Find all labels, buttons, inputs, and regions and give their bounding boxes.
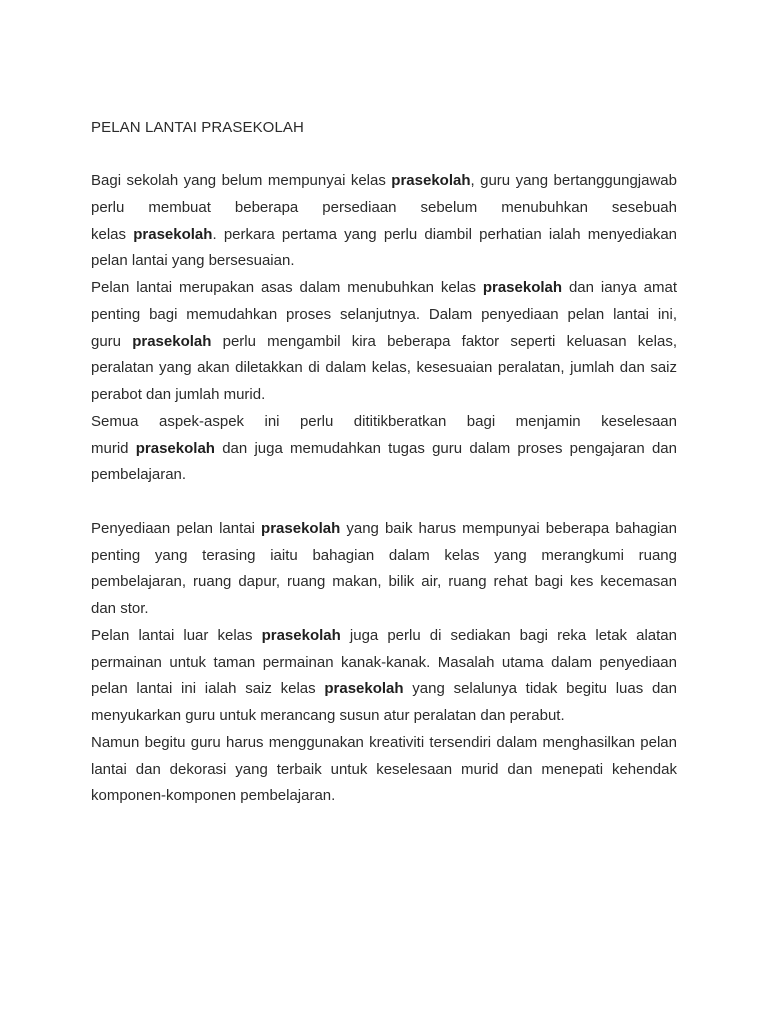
- paragraph: [91, 516, 677, 623]
- paragraph: [91, 275, 677, 409]
- text-segment: dan ianya amat: [562, 279, 677, 297]
- text-segment: , guru yang bertanggungjawab: [470, 172, 677, 190]
- text-segment: juga perlu di sediakan bagi reka letak alatan: [340, 626, 677, 644]
- text-line: [91, 222, 677, 249]
- text-segment: perlu membuat beberapa persediaan sebelum menubuhkan sesebuah: [91, 198, 677, 216]
- bold-term: prasekolah: [133, 225, 213, 243]
- bold-term: prasekolah: [324, 680, 404, 698]
- text-segment: Pelan lantai merupakan asas dalam menubuhkan kelas: [91, 279, 483, 297]
- document-title: PELAN LANTAI PRASEKOLAH: [91, 118, 304, 136]
- text-segment: Namun begitu guru harus menggunakan kreativiti tersendiri dalam menghasilkan pelan: [91, 733, 677, 751]
- text-segment: pelan lantai ini ialah saiz kelas: [91, 680, 325, 698]
- paragraph: [91, 168, 677, 275]
- text-segment: perlu mengambil kira beberapa faktor seperti keluasan kelas,: [211, 332, 677, 350]
- text-segment: menyukarkan guru untuk merancang susun atur peralatan dan perabut.: [91, 707, 565, 725]
- text-line: [91, 275, 677, 302]
- text-line: [91, 623, 677, 650]
- text-segment: murid: [91, 439, 136, 457]
- text-line: [91, 516, 677, 543]
- text-segment: penting yang terasing iaitu bahagian dalam kelas yang merangkumi ruang: [91, 546, 677, 564]
- text-line: [91, 569, 677, 596]
- text-segment: peralatan yang akan diletakkan di dalam kelas, kesesuaian peralatan, jumlah dan saiz: [91, 359, 677, 377]
- text-segment: permainan untuk taman permainan kanak-kanak. Masalah utama dalam penyediaan: [91, 653, 677, 671]
- bold-term: prasekolah: [135, 439, 215, 457]
- text-segment: pembelajaran, ruang dapur, ruang makan, bilik air, ruang rehat bagi kes kecemasan: [91, 573, 677, 591]
- text-segment: pembelajaran.: [91, 466, 187, 484]
- text-segment: pelan lantai yang bersesuaian.: [91, 252, 295, 270]
- text-segment: Pelan lantai luar kelas: [91, 626, 262, 644]
- paragraph: [91, 730, 677, 810]
- text-line: [91, 596, 677, 623]
- text-line: [91, 783, 677, 810]
- text-line: [91, 195, 677, 222]
- text-segment: kelas: [91, 225, 134, 243]
- text-line: [91, 703, 677, 730]
- paragraph: [91, 409, 677, 489]
- text-line: [91, 382, 677, 409]
- text-line: [91, 355, 677, 382]
- text-segment: lantai dan dekorasi yang terbaik untuk keselesaan murid dan menepati kehendak: [91, 760, 677, 778]
- text-line: [91, 757, 677, 784]
- text-line: [91, 248, 677, 275]
- paragraph: [91, 623, 677, 730]
- text-line: [91, 462, 677, 489]
- text-segment: Bagi sekolah yang belum mempunyai kelas: [91, 172, 392, 190]
- text-segment: Semua aspek-aspek ini perlu dititikberatkan bagi menjamin keselesaan: [91, 412, 677, 430]
- bold-term: prasekolah: [132, 332, 212, 350]
- text-segment: perabot dan jumlah murid.: [91, 386, 266, 404]
- bold-term: prasekolah: [261, 519, 341, 537]
- text-line: [91, 650, 677, 677]
- text-line: [91, 730, 677, 757]
- text-line: [91, 436, 677, 463]
- text-line: [91, 168, 677, 195]
- text-line: [91, 329, 677, 356]
- text-line: [91, 302, 677, 329]
- text-segment: guru: [91, 332, 133, 350]
- text-segment: . perkara pertama yang perlu diambil perhatian ialah menyediakan: [212, 225, 678, 243]
- text-segment: komponen-komponen pembelajaran.: [91, 787, 336, 805]
- text-line: [91, 543, 677, 570]
- text-line: [91, 676, 677, 703]
- document-page: [91, 115, 677, 811]
- bold-term: prasekolah: [482, 279, 563, 297]
- text-segment: Penyediaan pelan lantai: [91, 519, 262, 537]
- text-segment: yang baik harus mempunyai beberapa bahagian: [340, 519, 677, 537]
- text-segment: penting bagi memudahkan proses selanjutnya. Dalam penyediaan pelan lantai ini,: [91, 305, 677, 323]
- text-line: [91, 409, 677, 436]
- bold-term: prasekolah: [391, 172, 471, 190]
- text-segment: yang selalunya tidak begitu luas dan: [403, 680, 677, 698]
- text-segment: dan juga memudahkan tugas guru dalam proses pengajaran dan: [214, 439, 677, 457]
- bold-term: prasekolah: [261, 626, 341, 644]
- text-segment: dan stor.: [91, 600, 149, 618]
